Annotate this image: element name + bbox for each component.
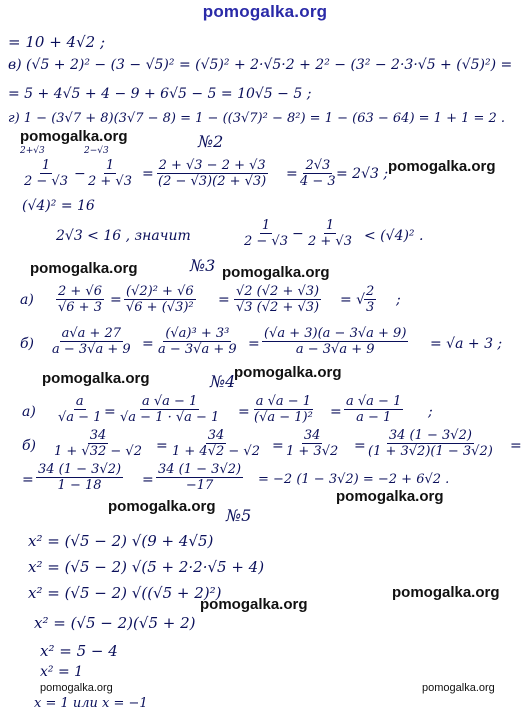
watermark[interactable]: pomogalka.org — [336, 488, 444, 505]
section-number-2: №2 — [198, 132, 224, 151]
semicolon: ; — [396, 292, 401, 308]
fraction — [242, 218, 290, 249]
fraction — [284, 428, 340, 459]
watermark[interactable]: pomogalka.org — [42, 370, 150, 387]
denominator: (1 + 3√2)(1 − 3√2) — [368, 444, 493, 459]
result-text: = −2 (1 − 3√2) = −2 + 6√2 . — [258, 472, 450, 487]
denominator: −17 — [185, 478, 214, 493]
numerator: 34 (1 − 3√2) — [158, 462, 242, 477]
denominator: 1 + √32 − √2 — [54, 444, 142, 459]
fraction — [156, 326, 239, 357]
denominator: 2 + √3 — [88, 174, 132, 189]
numerator: a√a + 27 — [61, 326, 122, 341]
denominator: 3 — [366, 300, 375, 315]
equals-sign: = — [238, 404, 250, 420]
numerator: 34 — [303, 428, 321, 443]
line-g-expression: г) 1 − (3√7 + 8)(3√7 − 8) = 1 − ((3√7)² − 8²) = 1 − (63 − 64) = 1 + 1 = 2 . — [8, 111, 506, 126]
equals-sign: = — [272, 438, 284, 454]
fraction — [156, 462, 243, 493]
fraction — [22, 158, 70, 189]
equals-sign: = — [510, 438, 522, 454]
denominator: 1 + 4√2 − √2 — [172, 444, 260, 459]
numerator: (√2)² + √6 — [126, 284, 194, 299]
fraction — [52, 428, 144, 459]
equals-sign: = — [248, 336, 260, 352]
equals-sign: = — [110, 292, 122, 308]
numerator: (√a)³ + 3³ — [165, 326, 230, 341]
line-square: (√4)² = 16 — [22, 198, 95, 214]
fraction — [56, 284, 104, 315]
denominator: a − 1 — [356, 410, 392, 425]
minus-sign: − — [74, 166, 86, 182]
section-number-3: №3 — [190, 256, 216, 275]
item-label-b: б) — [20, 336, 35, 352]
equals-sign: = — [354, 438, 366, 454]
numerator: 34 — [207, 428, 225, 443]
fraction — [298, 158, 338, 189]
denominator: a − 3√a + 9 — [52, 342, 131, 357]
watermark[interactable]: pomogalka.org — [392, 584, 500, 601]
fraction — [262, 326, 408, 357]
fraction — [234, 284, 321, 315]
equals-sign: = — [142, 472, 154, 488]
watermark[interactable]: pomogalka.org — [388, 158, 496, 175]
equation-line: x² = 5 − 4 — [40, 642, 118, 660]
line-compare: 2√3 < 16 , значит — [56, 228, 191, 244]
equation-line: x² = (√5 − 2) √(5 + 2·2·√5 + 4) — [28, 558, 265, 576]
numerator: 1 — [105, 158, 115, 173]
fraction — [306, 218, 354, 249]
equals-sign: = — [104, 404, 116, 420]
watermark[interactable]: pomogalka.org — [422, 682, 495, 694]
item-label-a: а) — [22, 404, 36, 420]
top-watermark[interactable]: pomogalka.org — [202, 2, 328, 21]
line-compare-end: < (√4)² . — [364, 228, 424, 244]
equation-line: x = 1 или x = −1 — [34, 696, 148, 711]
denominator: √a − 1 — [58, 410, 102, 425]
numerator: 34 — [89, 428, 107, 443]
fraction — [170, 428, 262, 459]
numerator: 2 + √6 — [58, 284, 102, 299]
denominator: √6 + 3 — [58, 300, 102, 315]
denominator: √a − 1 · √a − 1 — [120, 410, 220, 425]
numerator: 1 — [325, 218, 335, 233]
equals-sign: = — [218, 292, 230, 308]
watermark[interactable]: pomogalka.org — [30, 260, 138, 277]
numerator: a √a − 1 — [346, 394, 402, 409]
item-label-b: б) — [22, 438, 37, 454]
watermark[interactable]: pomogalka.org — [200, 596, 308, 613]
denominator: a − 3√a + 9 — [158, 342, 237, 357]
equals-sign: = — [286, 166, 298, 182]
numerator: 34 (1 − 3√2) — [38, 462, 122, 477]
equals-sign: = — [156, 438, 168, 454]
denominator: 1 + 3√2 — [286, 444, 339, 459]
denominator: √3 (√2 + √3) — [236, 300, 320, 315]
numerator: a √a − 1 — [255, 394, 312, 409]
numerator: 2√3 — [305, 158, 331, 173]
numerator: 1 — [261, 218, 271, 233]
denominator: (√a − 1)² — [254, 410, 313, 425]
section-number-5: №5 — [226, 506, 252, 525]
semicolon: ; — [428, 404, 433, 420]
line-v-expression: в) (√5 + 2)² − (3 − √5)² = (√5)² + 2·√5·2 + 2² − (3² − 2·3·√5 + (√5)²) = — [8, 57, 513, 73]
numerator: (√a + 3)(a − 3√a + 9) — [264, 326, 407, 341]
denominator: (2 − √3)(2 + √3) — [158, 174, 267, 189]
numerator: a — [75, 394, 84, 409]
line-v-result: = 5 + 4√5 + 4 − 9 + 6√5 − 5 = 10√5 − 5 ; — [8, 86, 312, 102]
conjugate-note: 2+√3 — [20, 146, 45, 156]
watermark[interactable]: pomogalka.org — [234, 364, 342, 381]
equation-line: x² = (√5 − 2)(√5 + 2) — [34, 614, 196, 632]
equation-line: x² = (√5 − 2) √((√5 + 2)²) — [28, 584, 222, 602]
fraction — [124, 284, 196, 315]
fraction — [118, 394, 221, 425]
fraction — [56, 394, 103, 425]
fraction — [364, 284, 376, 315]
equals-sign: = — [22, 472, 34, 488]
denominator: 2 − √3 — [244, 234, 288, 249]
watermark[interactable]: pomogalka.org — [222, 264, 330, 281]
numerator: a √a − 1 — [141, 394, 198, 409]
conjugate-note: 2−√3 — [84, 146, 109, 156]
fraction — [156, 158, 268, 189]
denominator: 4 − 3 — [300, 174, 336, 189]
denominator: 2 + √3 — [308, 234, 352, 249]
line-result-b: = 10 + 4√2 ; — [8, 33, 105, 51]
result-text: = √a + 3 ; — [430, 336, 503, 352]
fraction — [50, 326, 133, 357]
watermark[interactable]: pomogalka.org — [20, 128, 128, 145]
equals-sign: = — [142, 166, 154, 182]
numerator: √2 (√2 + √3) — [236, 284, 320, 299]
numerator: 2 — [366, 284, 375, 299]
denominator: 2 − √3 — [24, 174, 68, 189]
equals-sign: = — [330, 404, 342, 420]
denominator: a − 3√a + 9 — [295, 342, 375, 357]
fraction — [366, 428, 495, 459]
fraction — [36, 462, 123, 493]
numerator: 34 (1 − 3√2) — [388, 428, 472, 443]
watermark[interactable]: pomogalka.org — [108, 498, 216, 515]
denominator: √6 + (√3)² — [126, 300, 194, 315]
minus-sign: − — [292, 226, 304, 242]
fraction — [344, 394, 403, 425]
numerator: 1 — [41, 158, 51, 173]
fraction — [252, 394, 315, 425]
equals-sign: = — [142, 336, 154, 352]
denominator: 1 − 18 — [57, 478, 102, 493]
equals-sign: = √ — [340, 292, 366, 308]
fraction — [86, 158, 134, 189]
equation-line: x² = (√5 − 2) √(9 + 4√5) — [28, 532, 214, 550]
numerator: 2 + √3 − 2 + √3 — [158, 158, 266, 173]
equation-line: x² = 1 — [40, 664, 84, 680]
watermark[interactable]: pomogalka.org — [40, 682, 113, 694]
section-number-4: №4 — [210, 372, 236, 391]
result-text: = 2√3 ; — [336, 166, 389, 182]
item-label-a: а) — [20, 292, 34, 308]
